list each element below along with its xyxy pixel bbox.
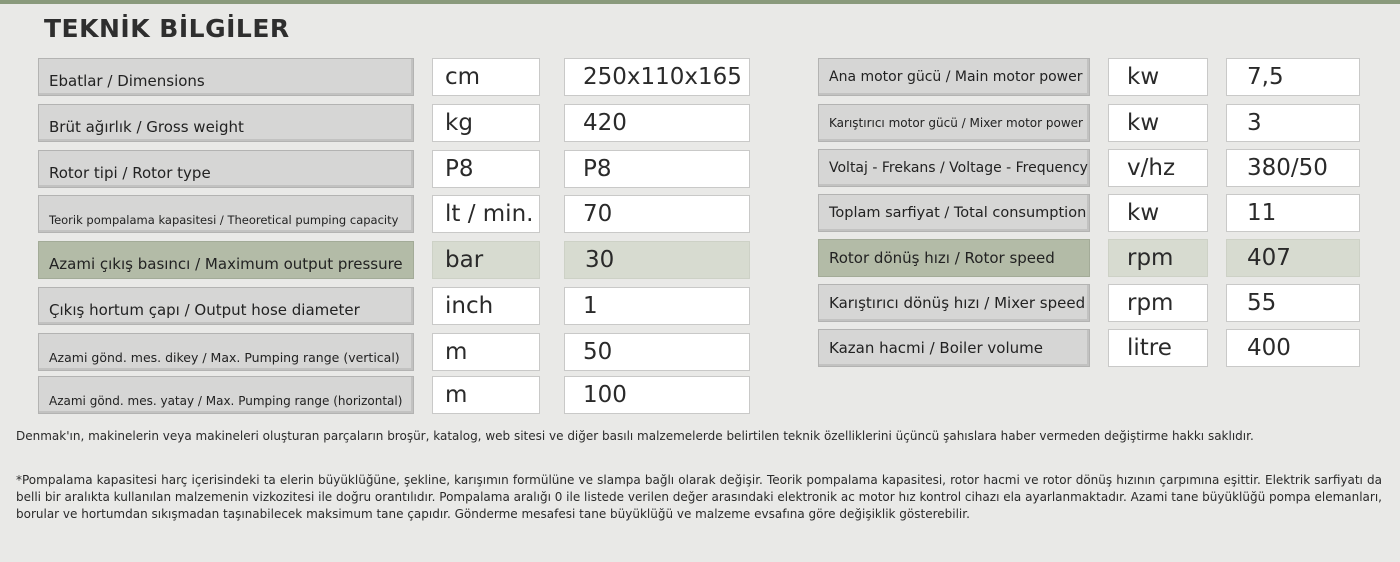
spec-label: Azami çıkış basıncı / Maximum output pressure — [38, 241, 414, 279]
spec-label: Brüt ağırlık / Gross weight — [38, 104, 414, 142]
table-row — [818, 104, 1360, 142]
disclaimer-note: Denmak'ın, makinelerin veya makineleri oluşturan parçaların broşür, katalog, web sitesi ve diğer basılı malzemelerde belirtilen teknik özelliklerini üçüncü şahıslara haber vermeden değiştirme hakkı saklıdır. — [16, 429, 1254, 443]
spec-unit: bar — [432, 241, 540, 279]
spec-unit: kg — [432, 104, 540, 142]
spec-unit: kw — [1108, 194, 1208, 232]
spec-unit: inch — [432, 287, 540, 325]
spec-label: Voltaj - Frekans / Voltage - Frequency — [818, 149, 1090, 187]
spec-label: Kazan hacmi / Boiler volume — [818, 329, 1090, 367]
spec-value: 7,5 — [1226, 58, 1360, 96]
spec-unit: lt / min. — [432, 195, 540, 233]
table-row — [38, 195, 750, 233]
spec-label: Karıştırıcı dönüş hızı / Mixer speed — [818, 284, 1090, 322]
table-row — [38, 150, 750, 188]
spec-value: 420 — [564, 104, 750, 142]
spec-unit: kw — [1108, 58, 1208, 96]
spec-unit: cm — [432, 58, 540, 96]
spec-unit: rpm — [1108, 239, 1208, 277]
spec-unit: rpm — [1108, 284, 1208, 322]
table-row — [818, 194, 1360, 232]
spec-value: 11 — [1226, 194, 1360, 232]
spec-unit: P8 — [432, 150, 540, 188]
spec-value: 55 — [1226, 284, 1360, 322]
table-row-highlighted — [38, 241, 750, 279]
spec-value: 400 — [1226, 329, 1360, 367]
table-row — [38, 58, 750, 96]
spec-value: 30 — [564, 241, 750, 279]
table-row — [818, 329, 1360, 367]
spec-label: Azami gönd. mes. dikey / Max. Pumping range (vertical) — [38, 333, 414, 371]
spec-label: Rotor tipi / Rotor type — [38, 150, 414, 188]
table-row — [38, 333, 750, 371]
table-row — [818, 58, 1360, 96]
spec-label: Ebatlar / Dimensions — [38, 58, 414, 96]
spec-label: Azami gönd. mes. yatay / Max. Pumping range (horizontal) — [38, 376, 414, 414]
table-row — [818, 284, 1360, 322]
spec-label: Teorik pompalama kapasitesi / Theoretical pumping capacity — [38, 195, 414, 233]
spec-unit: kw — [1108, 104, 1208, 142]
spec-label: Ana motor gücü / Main motor power — [818, 58, 1090, 96]
top-accent-line — [0, 0, 1400, 4]
spec-value: P8 — [564, 150, 750, 188]
spec-label: Toplam sarfiyat / Total consumption — [818, 194, 1090, 232]
page-title: TEKNİK BİLGİLER — [44, 14, 290, 43]
table-row — [38, 287, 750, 325]
table-row — [818, 149, 1360, 187]
spec-value: 1 — [564, 287, 750, 325]
spec-value: 407 — [1226, 239, 1360, 277]
spec-value: 250x110x165 — [564, 58, 750, 96]
spec-label: Karıştırıcı motor gücü / Mixer motor power — [818, 104, 1090, 142]
spec-value: 50 — [564, 333, 750, 371]
left-spec-table — [38, 58, 750, 414]
spec-value: 100 — [564, 376, 750, 414]
spec-label: Rotor dönüş hızı / Rotor speed — [818, 239, 1090, 277]
spec-unit: v/hz — [1108, 149, 1208, 187]
spec-value: 70 — [564, 195, 750, 233]
spec-unit: m — [432, 333, 540, 371]
spec-unit: m — [432, 376, 540, 414]
spec-value: 380/50 — [1226, 149, 1360, 187]
table-row — [38, 104, 750, 142]
spec-unit: litre — [1108, 329, 1208, 367]
spec-value: 3 — [1226, 104, 1360, 142]
table-row-highlighted — [818, 239, 1360, 277]
spec-label: Çıkış hortum çapı / Output hose diameter — [38, 287, 414, 325]
footnote: *Pompalama kapasitesi harç içerisindeki ta elerin büyüklüğüne, şekline, karışımın formülüne ve slampa bağlı olarak değişir. Teorik pompalama kapasitesi, rotor hacmi ve rotor dönüş hızının çarpımına eşittir. Elektrik sarfiyatı da belli bir aralıkta kullanılan malzemenin vizkozitesi ile doğru orantılıdır. Pompalama aralığı 0 ile listede verilen değer arasındaki elektronik ac motor hız kontrol cihazı ela ayarlanmaktadır. Azami tane büyüklüğü pompa elemanları, borular ve hortumdan sıkışmadan taşınabilecek maksimum tane çapıdır. Gönderme mesafesi tane büyüklüğü ve malzeme evsafına göre değişiklik gösterebilir. — [16, 473, 1382, 521]
right-spec-table — [818, 58, 1360, 368]
table-row — [38, 376, 750, 414]
